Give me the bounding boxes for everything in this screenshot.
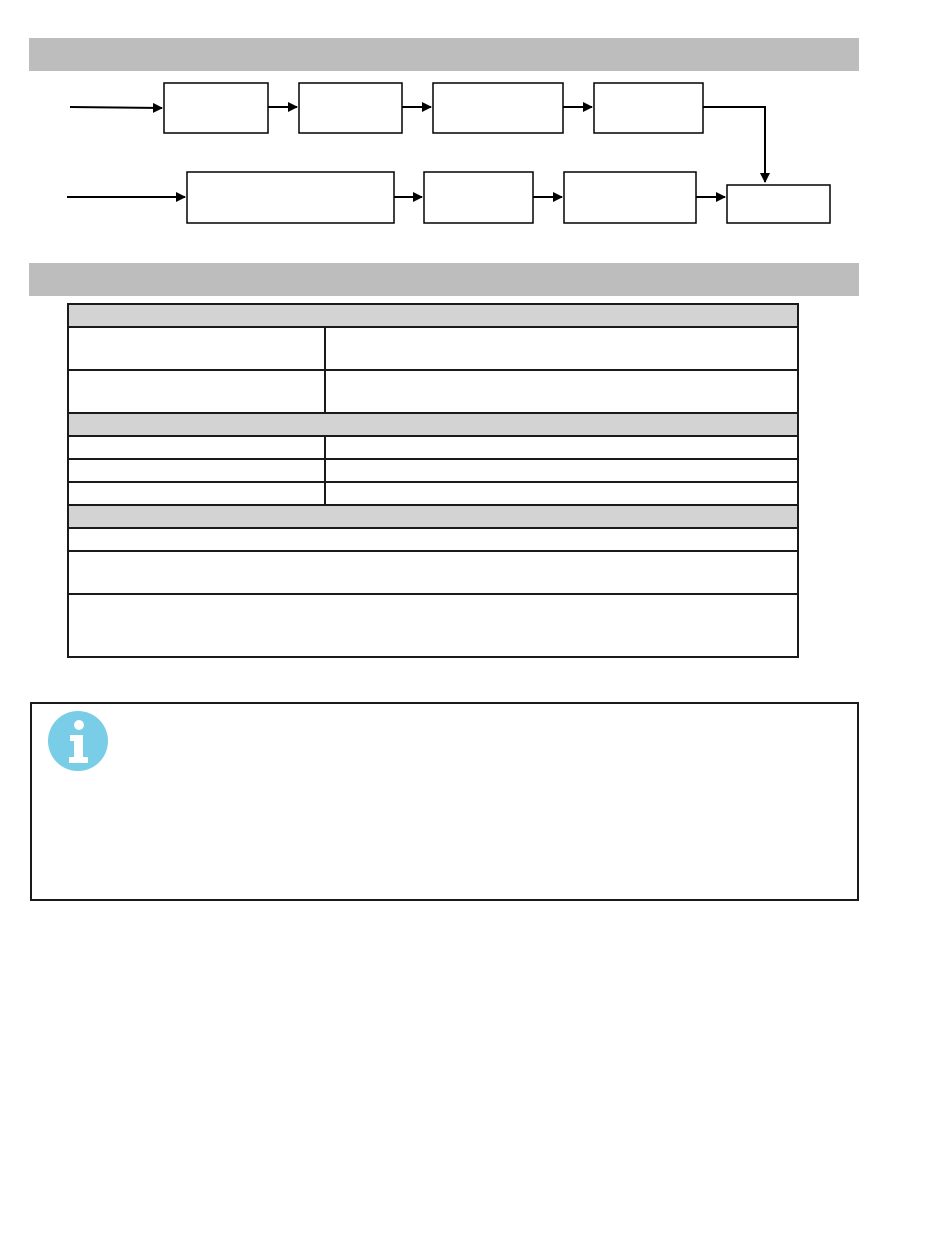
table-cell-label	[68, 327, 325, 370]
table-row	[68, 482, 798, 505]
flow-connector	[703, 107, 765, 182]
table-group-row	[68, 304, 798, 327]
table-group-row	[68, 413, 798, 436]
table-cell-label	[68, 370, 325, 413]
table-row	[68, 594, 798, 657]
flow-box	[424, 172, 533, 223]
table-cell-value	[325, 370, 798, 413]
table-cell-label	[68, 436, 325, 459]
table-cell-wide	[68, 551, 798, 594]
flow-box	[594, 83, 703, 133]
table-cell-value	[325, 482, 798, 505]
table-cell-label	[68, 459, 325, 482]
table-row	[68, 528, 798, 551]
table-group-cell	[68, 505, 798, 528]
flow-box-output	[727, 185, 830, 223]
table-cell-wide	[68, 528, 798, 551]
table-group-cell	[68, 413, 798, 436]
flow-box	[187, 172, 394, 223]
table-row	[68, 327, 798, 370]
table-row	[68, 551, 798, 594]
table-row	[68, 459, 798, 482]
table-group-cell	[68, 304, 798, 327]
flow-box	[433, 83, 563, 133]
table-group-row	[68, 505, 798, 528]
info-note-box	[30, 702, 859, 901]
flow-box	[564, 172, 696, 223]
input-arrow-top	[70, 107, 162, 108]
flow-box	[164, 83, 268, 133]
table-cell-value	[325, 459, 798, 482]
info-icon	[48, 711, 108, 771]
flow-diagram	[0, 0, 950, 260]
table-cell-value	[325, 327, 798, 370]
flow-box	[299, 83, 402, 133]
table-row	[68, 436, 798, 459]
section-header-bar	[29, 263, 859, 296]
table-row	[68, 370, 798, 413]
table-cell-value	[325, 436, 798, 459]
table-cell-label	[68, 482, 325, 505]
table-cell-wide	[68, 594, 798, 657]
spec-table	[67, 303, 799, 658]
